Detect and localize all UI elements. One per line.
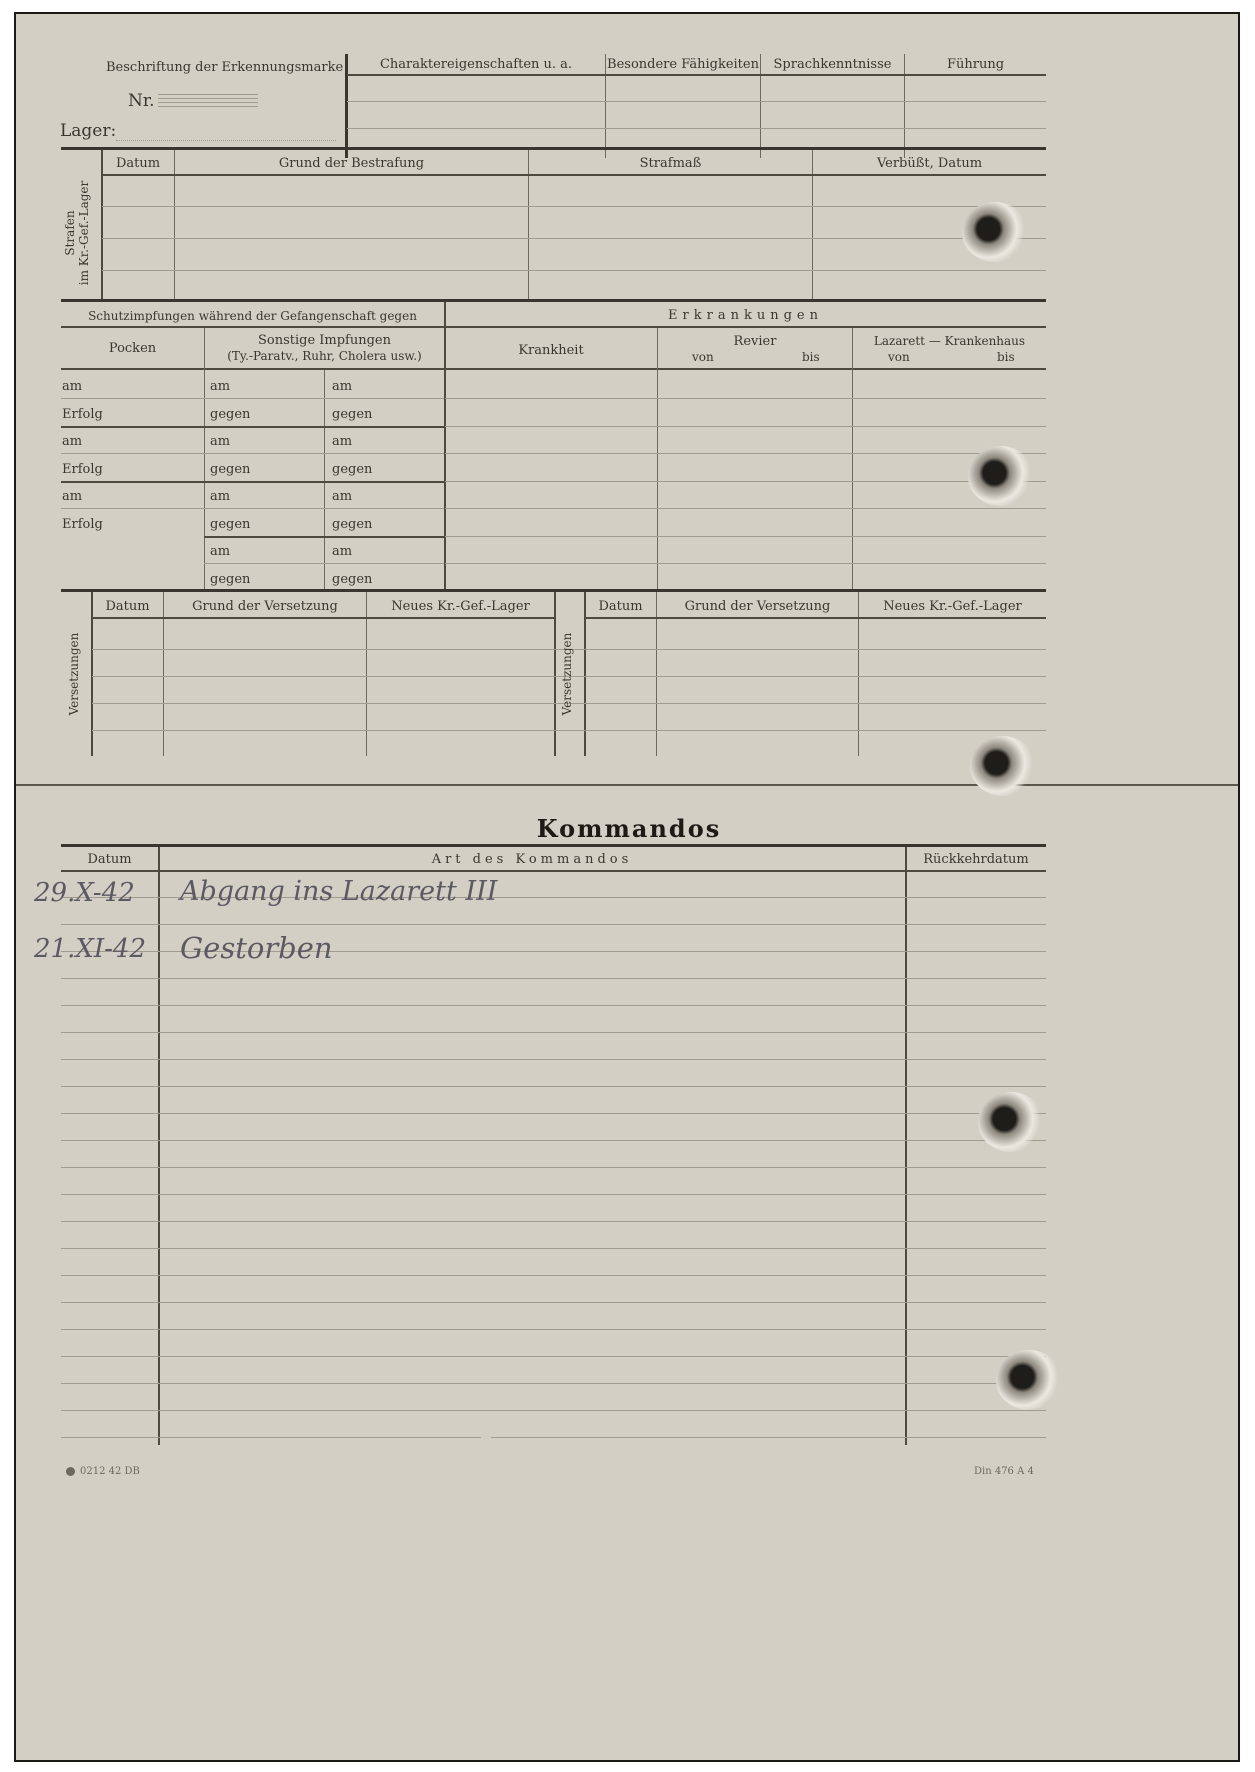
verse-col-neues-right: Neues Kr.-Gef.-Lager bbox=[883, 599, 1022, 614]
nr-rule bbox=[158, 94, 258, 95]
versetzungen-side-label-left: Versetzungen bbox=[67, 632, 81, 716]
verse-col-neues-left: Neues Kr.-Gef.-Lager bbox=[391, 599, 530, 614]
strafen-row-rule bbox=[102, 238, 1046, 239]
verse-head-rule bbox=[585, 617, 1046, 619]
col-fuehrung: Führung bbox=[946, 57, 1005, 72]
kommandos-col-datum: Datum bbox=[87, 852, 132, 867]
impf-gegen: gegen bbox=[332, 517, 373, 532]
revier-bis: bis bbox=[802, 350, 820, 364]
strafen-col-datum: Datum bbox=[115, 156, 161, 171]
strafen-col-strafmass: Strafmaß bbox=[639, 156, 702, 171]
punch-hole-icon bbox=[962, 202, 1028, 262]
revier-von: von bbox=[692, 350, 714, 364]
erkrank-row-rule bbox=[445, 398, 1046, 399]
verse-col-datum-left: Datum bbox=[105, 599, 150, 614]
erkrankungen-title: Erkrankungen bbox=[668, 308, 823, 323]
lager-rule bbox=[116, 140, 336, 141]
impf-gegen: gegen bbox=[210, 462, 251, 477]
impf-gegen: gegen bbox=[332, 572, 373, 587]
impf-row-rule bbox=[204, 563, 444, 564]
strafen-side-line bbox=[101, 150, 103, 300]
pocken-erfolg: Erfolg bbox=[62, 462, 103, 477]
erkrank-row-rule bbox=[445, 536, 1046, 537]
section-rule bbox=[61, 147, 1046, 150]
kommando-1-art: Abgang ins Lazarett III bbox=[180, 876, 498, 907]
header-rule bbox=[347, 128, 1046, 129]
col-faehigkeiten: Besondere Fähigkeiten bbox=[607, 57, 759, 72]
impf-row-rule bbox=[61, 398, 444, 399]
kommandos-head-rule bbox=[61, 870, 1046, 872]
impf-row-rule bbox=[61, 508, 444, 509]
erkrank-row-rule bbox=[445, 563, 1046, 564]
nr-rule bbox=[158, 98, 258, 99]
erkrank-col-line bbox=[852, 328, 853, 589]
pocken-am: am bbox=[62, 489, 83, 504]
pocken-label: Pocken bbox=[108, 341, 157, 356]
impf-am: am bbox=[332, 544, 353, 559]
impf-head-rule bbox=[61, 368, 1046, 370]
section-rule bbox=[61, 299, 1046, 302]
impf-gegen: gegen bbox=[332, 462, 373, 477]
verse-mid-line bbox=[554, 592, 556, 756]
kommandos-title: Kommandos bbox=[536, 814, 722, 843]
strafen-side-label: Strafen im Kr.-Gef.-Lager bbox=[63, 180, 91, 286]
impf-am: am bbox=[332, 434, 353, 449]
lazarett-bis: bis bbox=[997, 350, 1015, 364]
impf-title-rule bbox=[61, 326, 1046, 328]
strafen-col-line bbox=[174, 150, 175, 300]
erkrank-row-rule bbox=[445, 481, 1046, 482]
nr-rule bbox=[158, 102, 258, 103]
nr-label: Nr. bbox=[128, 91, 155, 111]
pocken-erfolg: Erfolg bbox=[62, 517, 103, 532]
header-rule bbox=[347, 101, 1046, 102]
strafen-col-grund: Grund der Bestrafung bbox=[278, 156, 425, 171]
strafen-col-line bbox=[528, 150, 529, 300]
lager-label: Lager: bbox=[60, 121, 117, 141]
revier-label: Revier bbox=[733, 334, 777, 349]
impf-group-rule bbox=[61, 481, 444, 483]
impf-am: am bbox=[210, 434, 231, 449]
print-logo-icon bbox=[66, 1467, 75, 1476]
kommandos-top-rule bbox=[61, 844, 1046, 847]
punch-hole-icon bbox=[968, 446, 1034, 506]
versetzungen-side-label-right: Versetzungen bbox=[560, 632, 574, 716]
impfungen-title: Schutzimpfungen während der Gefangenschaft gegen bbox=[88, 309, 417, 323]
impf-gegen: gegen bbox=[332, 407, 373, 422]
header-rule bbox=[347, 74, 1046, 76]
strafen-col-line bbox=[812, 150, 813, 300]
pocken-erfolg: Erfolg bbox=[62, 407, 103, 422]
strafen-head-rule bbox=[102, 174, 1046, 176]
impf-col-line bbox=[324, 370, 325, 589]
punch-hole-icon bbox=[970, 736, 1036, 796]
sonstige-label-1: Sonstige Impfungen bbox=[257, 333, 392, 348]
pocken-am: am bbox=[62, 434, 83, 449]
kommandos-col-rueckkehr: Rückkehrdatum bbox=[923, 852, 1029, 867]
impf-group-rule bbox=[204, 536, 444, 538]
erkrank-col-line bbox=[657, 328, 658, 589]
krankheit-label: Krankheit bbox=[518, 343, 584, 358]
verse-col-datum-right: Datum bbox=[598, 599, 643, 614]
impf-gegen: gegen bbox=[210, 572, 251, 587]
impf-row-rule bbox=[61, 453, 444, 454]
erkrank-row-rule bbox=[445, 453, 1046, 454]
fold-line bbox=[16, 784, 1240, 786]
erkrank-row-rule bbox=[445, 508, 1046, 509]
kommandos-col-art: Art des Kommandos bbox=[431, 852, 633, 867]
lazarett-label: Lazarett — Krankenhaus bbox=[873, 334, 1026, 348]
pocken-am: am bbox=[62, 379, 83, 394]
strafen-row-rule bbox=[102, 270, 1046, 271]
verse-col-grund-left: Grund der Versetzung bbox=[192, 599, 338, 614]
form-sheet bbox=[14, 12, 1240, 1762]
din-code: Din 476 A 4 bbox=[974, 1466, 1034, 1477]
impf-group-rule bbox=[61, 426, 444, 428]
lazarett-von: von bbox=[888, 350, 910, 364]
impf-am: am bbox=[210, 379, 231, 394]
impf-col-line bbox=[204, 328, 205, 589]
impf-gegen: gegen bbox=[210, 407, 251, 422]
nr-rule bbox=[158, 106, 258, 107]
impf-gegen: gegen bbox=[210, 517, 251, 532]
strafen-col-verbuesst: Verbüßt, Datum bbox=[876, 156, 983, 171]
erkennungsmarke-label: Beschriftung der Erkennungsmarke bbox=[106, 60, 344, 75]
col-charakter: Charaktereigenschaften u. a. bbox=[379, 57, 573, 72]
impf-am: am bbox=[210, 489, 231, 504]
impf-am: am bbox=[332, 379, 353, 394]
punch-hole-icon bbox=[996, 1350, 1062, 1410]
kommando-1-datum: 29.X-42 bbox=[34, 878, 135, 908]
strafen-row-rule bbox=[102, 206, 1046, 207]
punch-hole-icon bbox=[978, 1092, 1044, 1152]
erkrank-row-rule bbox=[445, 426, 1046, 427]
verse-col-grund-right: Grund der Versetzung bbox=[684, 599, 831, 614]
impf-am: am bbox=[210, 544, 231, 559]
print-code: 0212 42 DB bbox=[66, 1466, 140, 1477]
sonstige-label-2: (Ty.-Paratv., Ruhr, Cholera usw.) bbox=[227, 349, 422, 363]
kommando-2-art: Gestorben bbox=[180, 931, 333, 965]
verse-head-rule bbox=[92, 617, 554, 619]
impf-am: am bbox=[332, 489, 353, 504]
col-sprach: Sprachkenntnisse bbox=[773, 57, 892, 72]
kommando-2-datum: 21.XI-42 bbox=[34, 934, 146, 964]
